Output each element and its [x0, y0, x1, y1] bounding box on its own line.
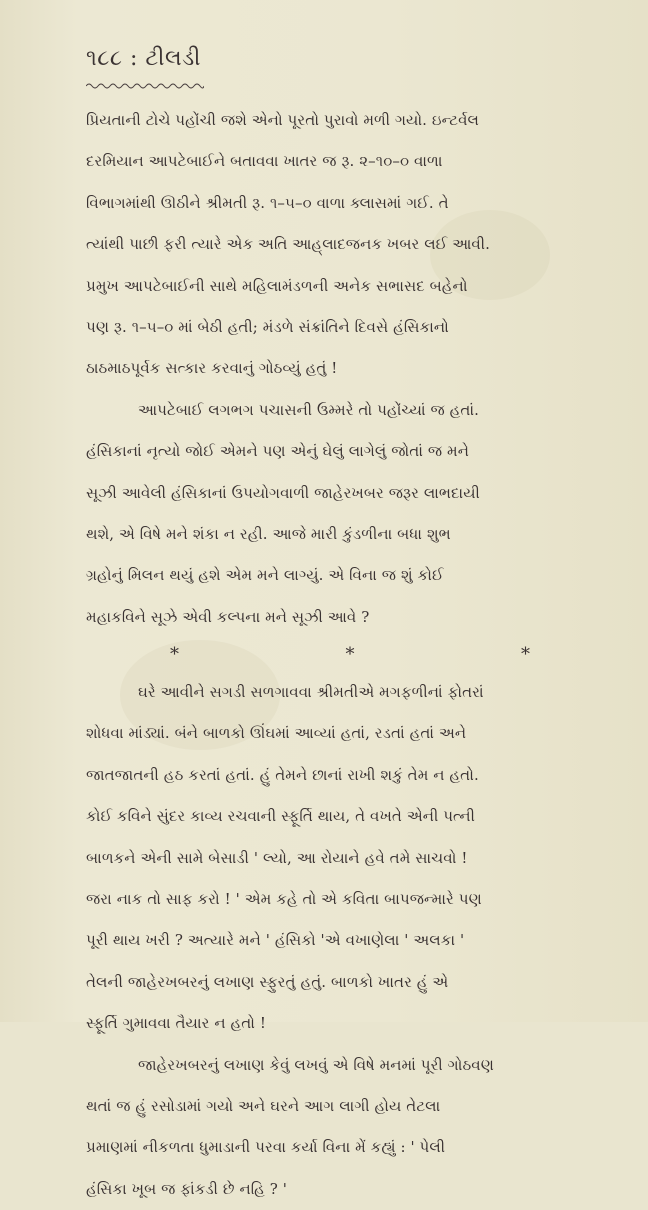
- text-line: વિભાગમાંથી ઊઠીને શ્રીમતી રૂ. ૧–૫–૦ વાળા ક્લાસમાં ગઈ. તે: [86, 193, 449, 212]
- text-line: પ્રમાણમાં નીકળતા ધુમાડાની પરવા કર્યા વિના મેં કહ્યું : ' પેલી: [86, 1138, 446, 1157]
- body-text: [86, 100, 622, 1210]
- text-line: સૂઝી આવેલી હંસિકાનાં ઉપયોગવાળી જાહેરખબર જરૂર લાભદાયી: [86, 483, 480, 502]
- text-line: શોધવા માંડ્યાં. બંને બાળકો ઊંઘમાં આવ્યાં હતાં, રડતાં હતાં અને: [86, 724, 467, 743]
- text-line: પ્રિયતાની ટોચે પહોંચી જશે એનો પૂરતો પુરાવો મળી ગયો. ઇન્ટર્વલ: [86, 111, 479, 129]
- text-line: મહાકવિને સૂઝે એવી કલ્પના મને સૂઝી આવે ?: [86, 607, 370, 626]
- text-line: થશે, એ વિષે મને શંકા ન રહી. આજે મારી કુંડળીના બધા શુભ: [86, 524, 451, 543]
- separator-star: *: [170, 644, 179, 666]
- text-line: આપટેબાઈ લગભગ પચાસની ઉમ્મરે તો પહોંચ્યાં જ હતાં.: [138, 400, 480, 419]
- text-line: પૂરી થાય ખરી ? અત્યારે મને ' હંસિકો 'એ વખાણેલા ' અલકા ': [86, 931, 465, 950]
- text-line: ત્યાંથી પાછી ફરી ત્યારે એક અતિ આહ્‌લાદજનક ખબર લઈ આવી.: [86, 235, 490, 254]
- paragraph: [86, 100, 622, 390]
- paragraph: [86, 672, 622, 1045]
- text-line: દરમિયાન આપટેબાઈને બતાવવા ખાતર જ રૂ. ૨–૧૦–૦ વાળા: [86, 152, 443, 171]
- text-line: હંસિકા ખૂબ જ ફાંકડી છે નહિ ? ': [86, 1179, 288, 1198]
- text-line: જરા નાક તો સાફ કરો ! ' એમ કહે તો એ કવિતા બાપજન્મારે પણ: [86, 890, 482, 909]
- text-line: ઘરે આવીને સગડી સળગાવવા શ્રીમતીએ મગફળીનાં ફોતરાં: [138, 683, 484, 702]
- text-line: તેલની જાહેરખબરનું લખાણ સ્ફુરતું હતું. બાળકો ખાતર હું એ: [86, 972, 449, 991]
- text-line: પણ રૂ. ૧–૫–૦ માં બેઠી હતી; મંડળે સંક્રાંતિને દિવસે હંસિકાનો: [86, 317, 449, 336]
- paragraph: [86, 390, 622, 638]
- running-head: ૧૮૮ : ટીલડી: [86, 46, 201, 71]
- text-line: સ્ફૂર્તિ ગુમાવવા તૈયાર ન હતો !: [86, 1014, 267, 1033]
- paragraph: [86, 1045, 622, 1210]
- text-line: પ્રમુખ આપટેબાઈની સાથે મહિલામંડળની અનેક સભાસદ બહેનો: [86, 276, 468, 295]
- text-line: જાતજાતની હઠ કરતાં હતાં. હું તેમને છાનાં રાખી શકું તેમ ન હતો.: [86, 765, 479, 784]
- text-line: બાળકને એની સામે બેસાડી ' લ્યો, આ રોયાને હવે તમે સાચવો !: [86, 848, 468, 867]
- head-ornament: [86, 80, 204, 90]
- text-line: જાહેરખબરનું લખાણ કેવું લખવું એ વિષે મનમાં પૂરી ગોઠવણ: [138, 1055, 494, 1074]
- section-separator: [170, 638, 530, 672]
- text-line: ગ્રહોનું મિલન થયું હશે એમ મને લાગ્યું. એ વિના જ શું કોઈ: [86, 566, 444, 585]
- text-line: ઠાઠમાઠપૂર્વક સત્કાર કરવાનું ગોઠવ્યું હતું !: [86, 359, 338, 378]
- separator-star: *: [345, 644, 355, 666]
- text-line: કોઈ કવિને સુંદર કાવ્ય રચવાની સ્ફૂર્તિ થાય, તે વખતે એની પત્ની: [86, 807, 475, 826]
- text-line: થતાં જ હું રસોડામાં ગયો અને ઘરને આગ લાગી હોય તેટલા: [86, 1096, 441, 1115]
- text-line: હંસિકાનાં નૃત્યો જોઈ એમને પણ એનું ઘેલું લાગેલું જોતાં જ મને: [86, 442, 469, 461]
- separator-star: *: [521, 644, 530, 666]
